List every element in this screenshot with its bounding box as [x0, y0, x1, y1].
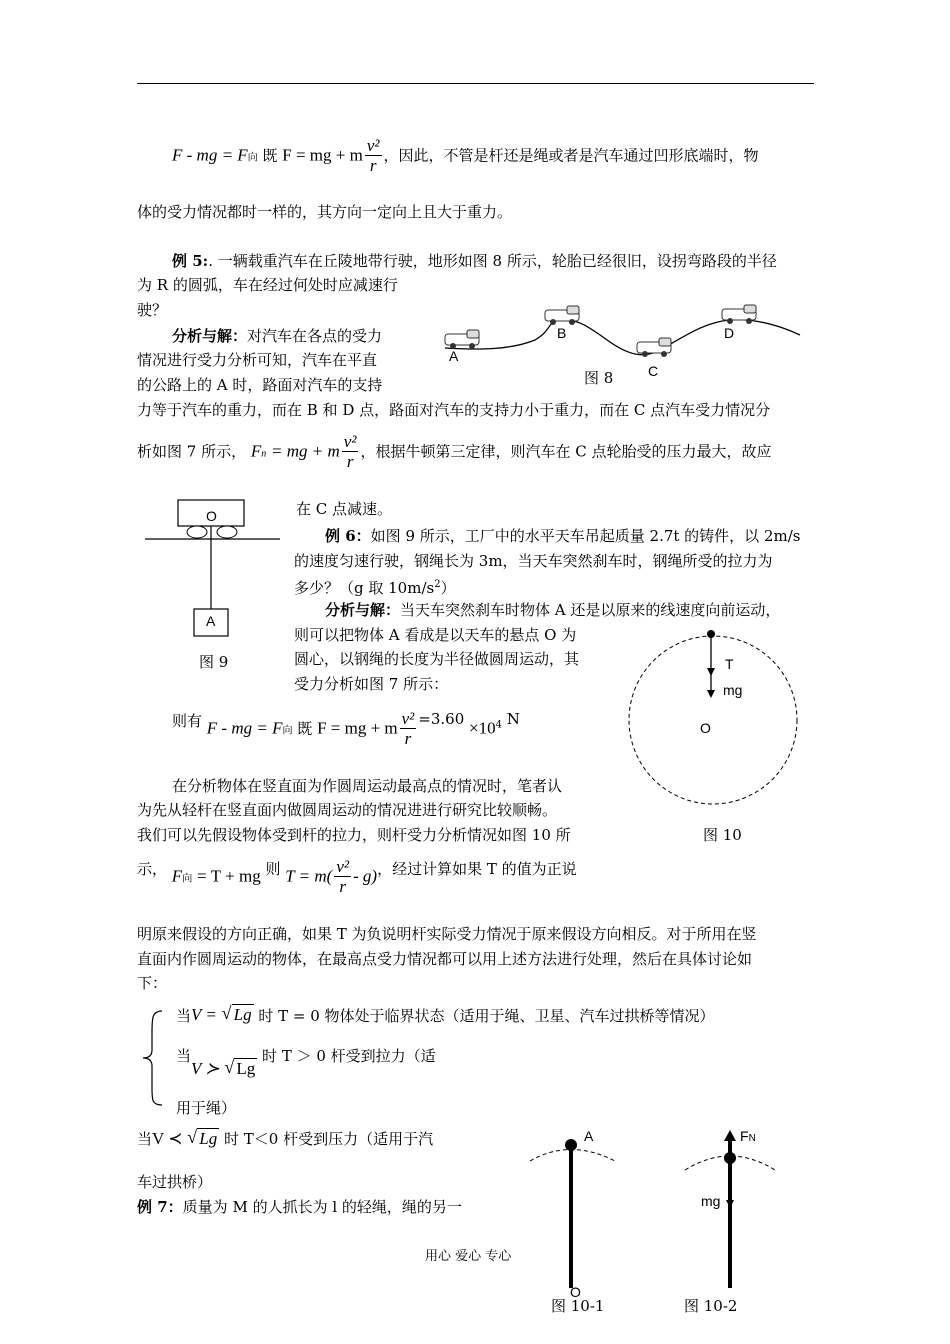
- para-line-5: 明原来假设的方向正确，如果 T 为负说明杆实际受力情况于原来假设方向相反。对于所用在竖: [137, 925, 757, 943]
- analysis-5-line-2: 情况进行受力分析可知，汽车在平直: [137, 351, 378, 369]
- analysis-6-line-3: 圆心，以钢绳的长度为半径做圆周运动，其: [294, 650, 580, 668]
- analysis-5-line-3: 的公路上的 A 时，路面对汽车的支持: [137, 376, 383, 394]
- fig10-1-caption: 图 10-1: [551, 1297, 605, 1315]
- fig10-1-label-o: O: [570, 1284, 581, 1300]
- example-5-line-3: 驶？: [137, 301, 168, 319]
- text-tail-1: ，因此，不管是杆还是绳或者是汽车通过凹形底端时，物: [383, 146, 759, 165]
- truck-icon-c: [637, 338, 671, 357]
- fig10-label-mg: mg: [723, 682, 743, 698]
- fig8-label-d: D: [724, 325, 735, 341]
- truck-icon-a: [445, 330, 479, 349]
- example-7-line-1: 例 7：质量为 M 的人抓长为 l 的轻绳，绳的另一: [137, 1198, 462, 1216]
- fig8-label-a: A: [449, 348, 459, 364]
- formula-line-6: 则有 F - mg = F向 既 F = mg + m $\frac{\text{v²}}{r}$ $=3.60 \times 10^4$ N: [172, 709, 520, 748]
- example-5-label: 例 5:: [172, 252, 209, 270]
- fig10-caption: 图 10: [703, 826, 742, 844]
- fig10-label-t: T: [725, 656, 734, 672]
- analysis-label: 分析与解：: [172, 327, 248, 345]
- formula-line-1: [172, 137, 759, 176]
- fig10-2-label-mg: mg: [701, 1193, 721, 1209]
- example-7-label: 例 7：: [137, 1198, 183, 1216]
- analysis-5-line-4: 力等于汽车的重力，而在 B 和 D 点，路面对汽车的支持力小于重力，而在 C 点汽车受力情况分: [137, 401, 771, 419]
- figure-10-2: [680, 1128, 780, 1293]
- analysis-6-line-4: 受力分析如图 7 所示：: [294, 675, 449, 693]
- analysis-5-line-5: 析如图 7 所示， Fn = mg + m $\frac{\text{v²}}{r}$ ，根据牛顿第三定律，则汽车在 C 点轮胎受的压力最大，故应: [137, 432, 772, 471]
- arrow-down-icon: [726, 1200, 734, 1208]
- fraction-v2-r: $\frac{\text{v²}}{r}$: [366, 136, 380, 175]
- case-2-continued: 用于绳）: [176, 1099, 237, 1117]
- fig10-1-label-a: A: [584, 1128, 594, 1144]
- fig8-label-b: B: [557, 325, 567, 341]
- fig10-2-label-fn: FN: [740, 1128, 756, 1144]
- text-line-2: 体的受力情况都时一样的，其方向一定向上且大于重力。: [137, 203, 513, 221]
- example-5-line-2: 为 R 的圆弧，车在经过何处时应减速行: [137, 276, 398, 294]
- example-6-line-1: 例 6：如图 9 所示，工厂中的水平天车吊起质量 2.7t 的铸件，以 2m/s: [325, 527, 801, 545]
- fig9-caption: 图 9: [199, 653, 229, 671]
- para-line-2: 为先从轻杆在竖直面内做圆周运动的情况进进行研究比较顺畅。: [137, 801, 558, 819]
- header-rule: [137, 83, 814, 84]
- arrow-up-icon: [724, 1130, 736, 1141]
- page-footer: 用心 爱心 专心: [425, 1249, 512, 1264]
- formula-f-mg: F - mg = F: [172, 145, 248, 165]
- figure-10-1: [525, 1128, 625, 1293]
- analysis-6-line-2: 则可以把物体 A 看成是以天车的悬点 O 为: [294, 626, 577, 644]
- truck-icon-d: [722, 305, 756, 324]
- para-line-6: 直面内作圆周运动的物体，在最高点受力情况都可以用上述方法进行处理，然后在具体讨论如: [137, 950, 753, 968]
- fig9-label-a: A: [206, 613, 216, 629]
- case-3-continued: 车过拱桥）: [137, 1173, 213, 1191]
- example-6-line-3: 多少？（g 取 $10m/s^2$）: [294, 579, 456, 597]
- formula-fn: F: [250, 441, 262, 461]
- text-ji: 既: [262, 146, 278, 165]
- truck-icon-b: [545, 306, 579, 325]
- para-line-3: 我们可以先假设物体受到杆的拉力，则杆受力分析情况如图 10 所: [137, 826, 571, 844]
- para-line-1: 在分析物体在竖直面为作圆周运动最高点的情况时，笔者认: [172, 777, 563, 795]
- case-brace: [140, 1008, 170, 1108]
- analysis-5-line-6: 在 C 点减速。: [296, 500, 393, 518]
- analysis-5-line-1: 分析与解：对汽车在各点的受力: [172, 327, 383, 345]
- example-5-line-1: 例 5:. 一辆载重汽车在丘陵地带行驶，地形如图 8 所示，轮胎已经很旧，设拐弯路段的半径: [172, 252, 777, 270]
- circle-path: [629, 636, 797, 804]
- para-line-7: 下：: [137, 974, 168, 992]
- para-line-4: 示， F向 = T + mg 则 T = m( $\frac{\text{v²}}{r}$ - g)，经过计算如果 T 的值为正说: [137, 857, 577, 896]
- figure-8: [440, 300, 810, 390]
- subscript-xiang: 向: [247, 152, 258, 164]
- fig8-caption: 图 8: [584, 369, 614, 387]
- example-6-line-2: 的速度匀速行驶，钢绳长为 3m，当天车突然刹车时，钢绳所受的拉力为: [294, 552, 773, 570]
- fig10-label-o: O: [700, 720, 711, 736]
- fig8-label-c: C: [648, 363, 659, 379]
- fraction-v2-r-2: $\frac{\text{v²}}{r}$: [343, 432, 357, 471]
- analysis-6-line-1: 分析与解：当天车突然刹车时物体 A 还是以原来的线速度向前运动，: [325, 601, 781, 619]
- case-3: 当V ≺ √ Lg 时 T＜0 杆受到压力（适用于汽: [137, 1127, 434, 1148]
- terrain-curve: [445, 320, 800, 355]
- figure-10: [625, 628, 805, 818]
- example-6-label: 例 6：: [325, 527, 371, 545]
- case-2: 当V ≻ √ Lg 时 T ＞ 0 杆受到拉力（适: [176, 1047, 436, 1078]
- fig10-2-caption: 图 10-2: [684, 1297, 738, 1315]
- case-1: 当V = √ Lg 时 T = 0 物体处于临界状态（适用于绳、卫星、汽车过拱桥等情况）: [176, 1003, 715, 1025]
- formula-f-eq: F = mg + m: [282, 145, 363, 165]
- fig9-label-o: O: [206, 508, 217, 524]
